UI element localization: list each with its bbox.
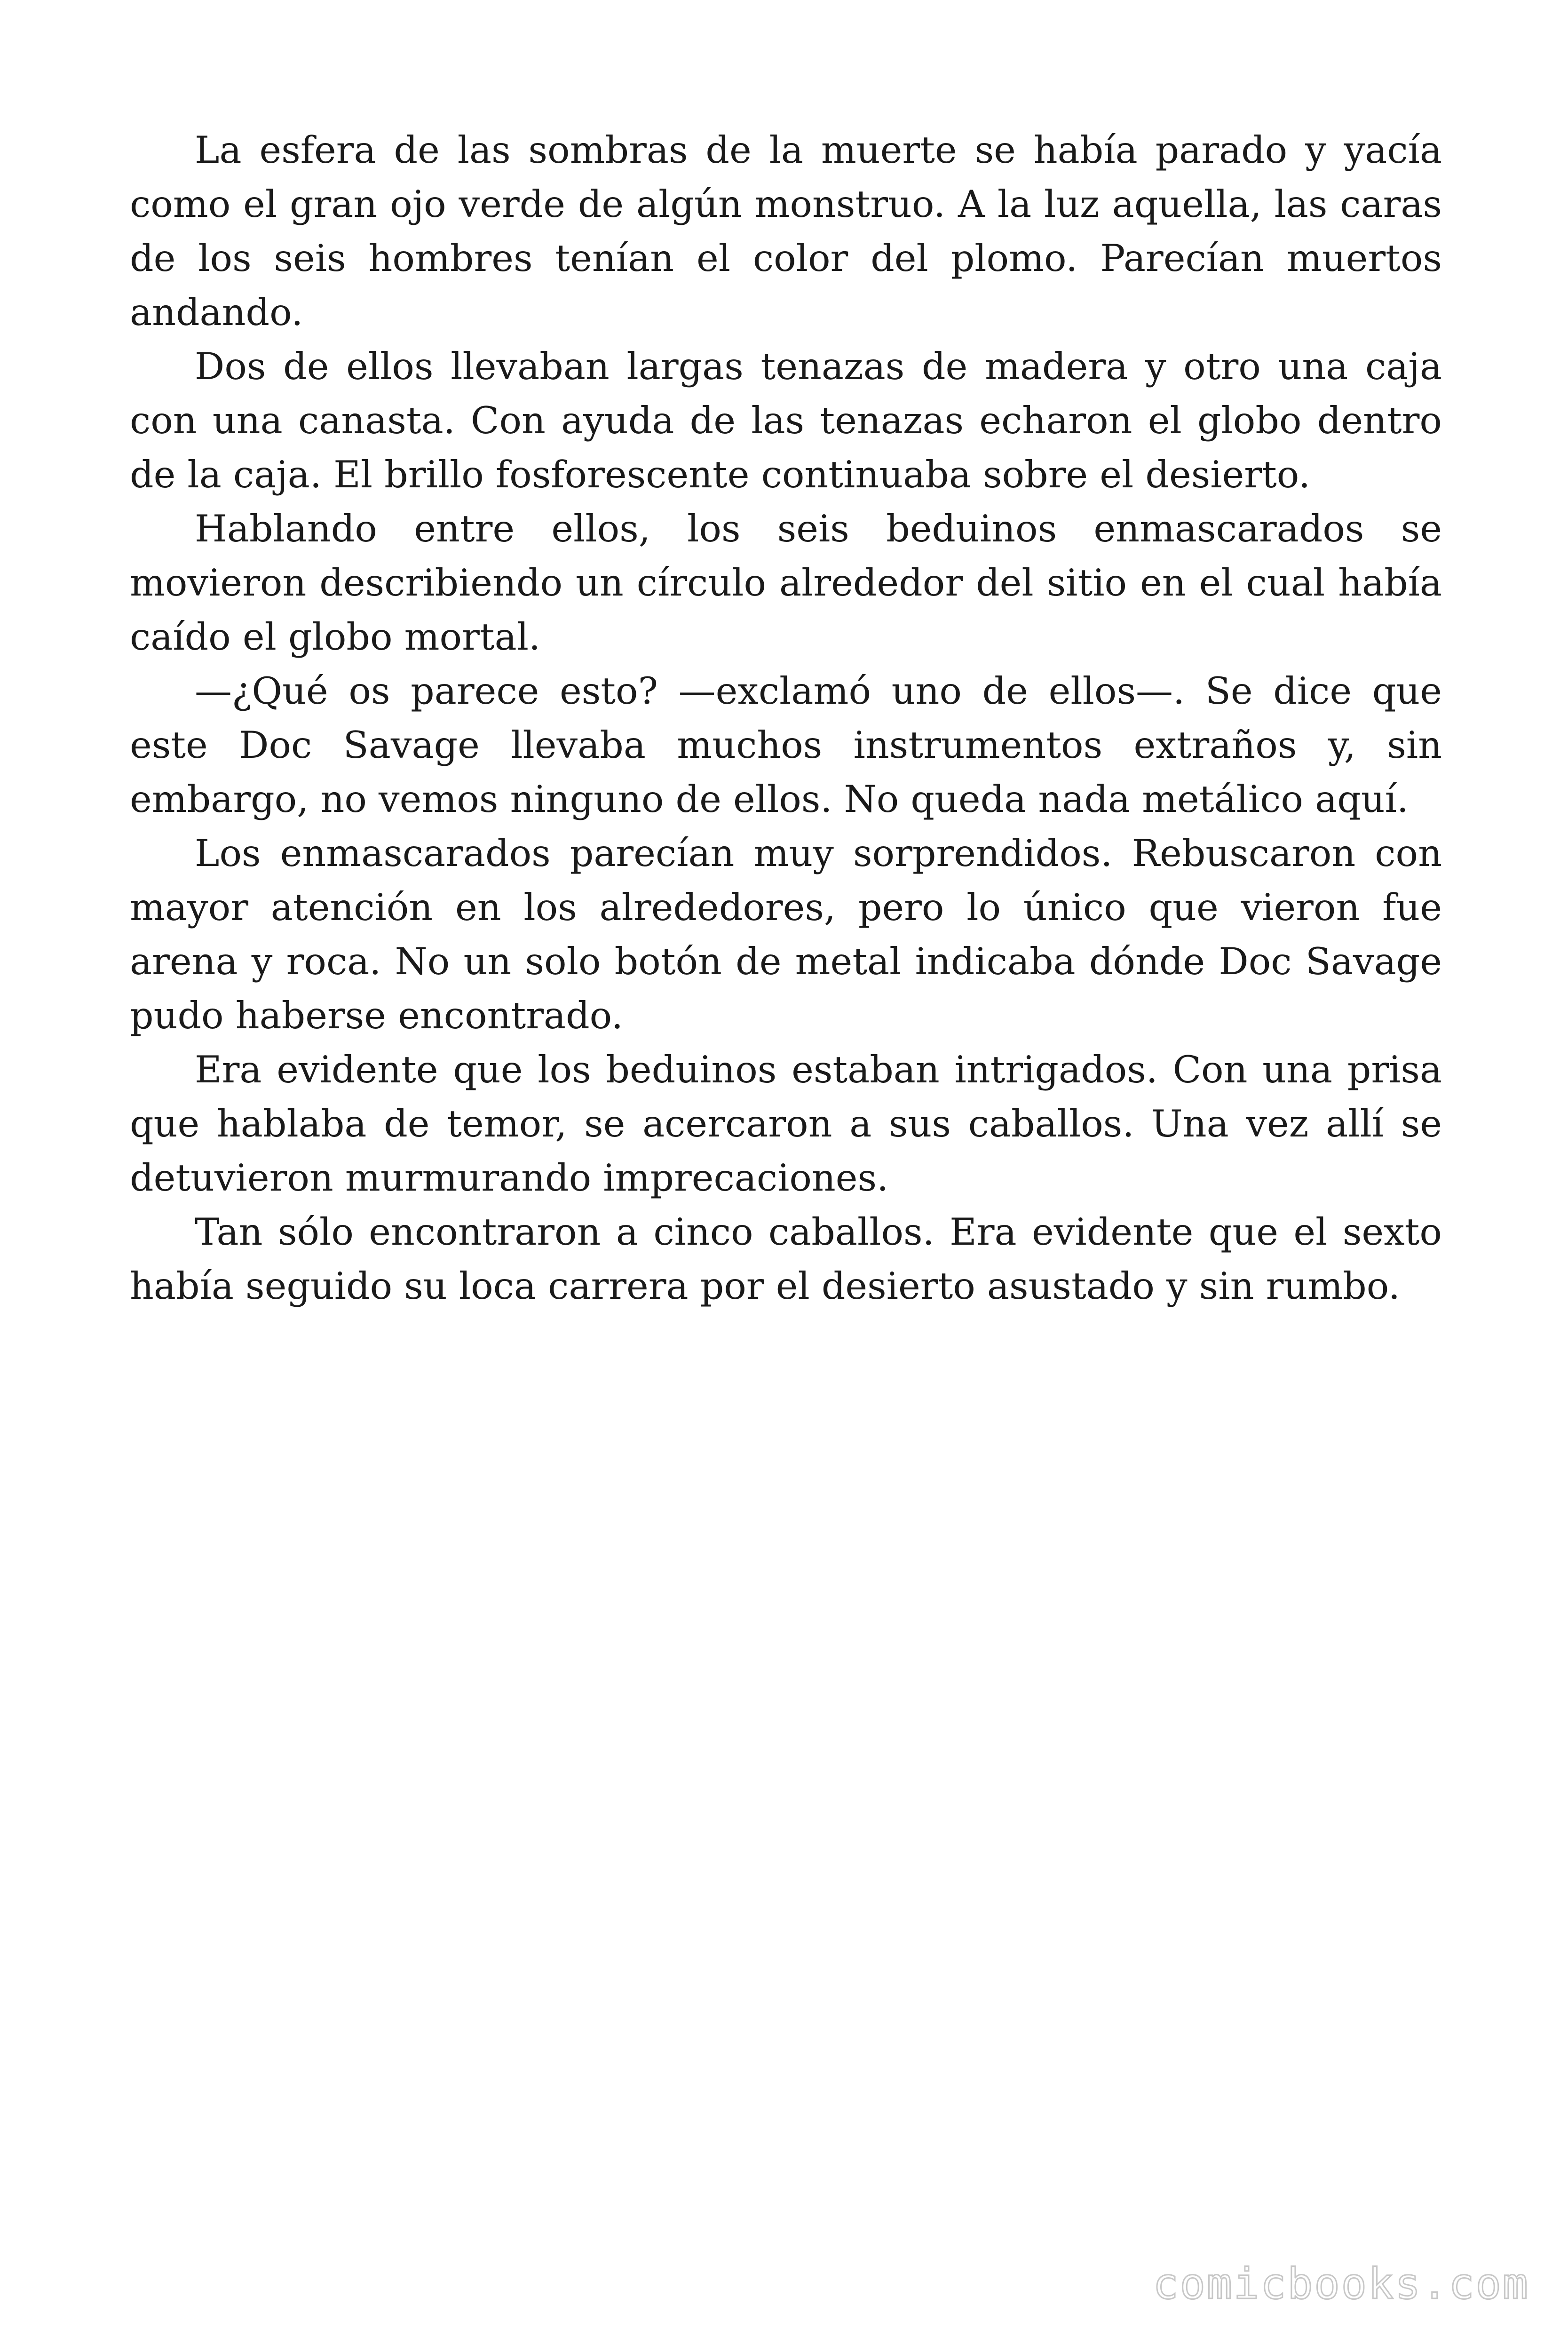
page-body xyxy=(130,123,1442,1313)
paragraph-5: Los enmascarados parecían muy sorprendidos. Rebuscaron con mayor atención en los alrededores, pero lo único que vieron fue arena y roca. No un solo botón de metal indicaba dónde Doc Savage pudo haberse encontrado. xyxy=(130,832,1442,1037)
watermark: comicbooks.com xyxy=(1153,2259,1529,2309)
paragraph-7: Tan sólo encontraron a cinco caballos. Era evidente que el sexto había seguido su loca carrera por el desierto asustado y sin rumbo. xyxy=(130,1210,1442,1308)
paragraph-2: Dos de ellos llevaban largas tenazas de madera y otro una caja con una canasta. Con ayuda de las tenazas echaron el globo dentro de la caja. El brillo fosforescente continuaba sobre el desierto. xyxy=(130,345,1442,496)
paragraph-1: La esfera de las sombras de la muerte se había parado y yacía como el gran ojo verde de algún monstruo. A la luz aquella, las caras de los seis hombres tenían el color del plomo. Parecían muertos andando. xyxy=(130,128,1442,334)
paragraph-3: Hablando entre ellos, los seis beduinos enmascarados se movieron describiendo un círculo alrededor del sitio en el cual había caído el globo mortal. xyxy=(130,507,1442,659)
paragraph-4: —¿Qué os parece esto? —exclamó uno de ellos—. Se dice que este Doc Savage llevaba muchos instrumentos extraños y, sin embargo, no vemos ninguno de ellos. No queda nada metálico aquí. xyxy=(130,669,1442,821)
paragraph-6: Era evidente que los beduinos estaban intrigados. Con una prisa que hablaba de temor, se acercaron a sus caballos. Una vez allí se detuvieron murmurando imprecaciones. xyxy=(130,1048,1442,1200)
